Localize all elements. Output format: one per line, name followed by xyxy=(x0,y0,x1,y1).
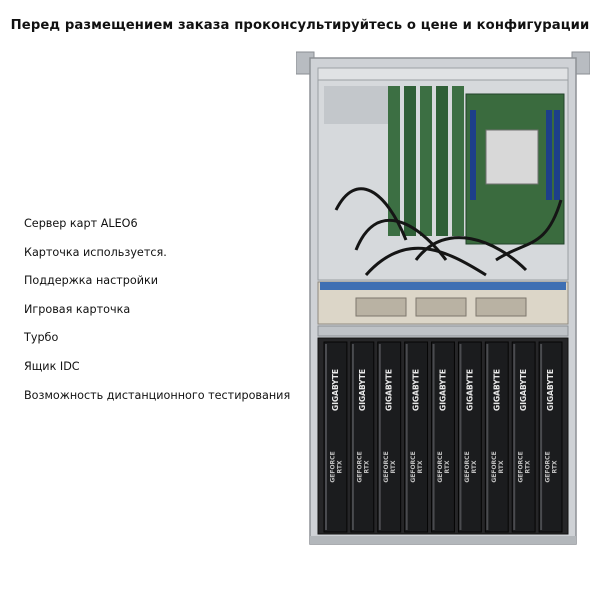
gpu-edge-highlight xyxy=(352,344,354,530)
gpu-edge-highlight xyxy=(433,344,435,530)
feature-item: Поддержка настройки xyxy=(24,274,159,288)
server-chassis-photo xyxy=(296,50,590,560)
feature-item: Сервер карт ALEO6 xyxy=(24,217,138,230)
gpu-edge-highlight xyxy=(406,344,408,530)
gpu-edge-highlight xyxy=(540,344,542,530)
gpu-model-label: RTX xyxy=(470,460,478,474)
gpu-model-label: GEFORCE xyxy=(463,451,471,483)
gpu-brand-label: GIGABYTE xyxy=(411,369,421,411)
gpu-card xyxy=(458,342,481,532)
gpu-card xyxy=(485,342,508,532)
gpu-model-label: RTX xyxy=(363,460,371,474)
cpu-heatsink xyxy=(486,130,538,184)
gpu-edge-highlight xyxy=(513,344,515,530)
feature-item: Турбо xyxy=(24,331,59,345)
gpu-edge-highlight xyxy=(379,344,381,530)
gpu-card xyxy=(405,342,428,532)
gpu-model-label: GEFORCE xyxy=(410,451,418,483)
gpu-card xyxy=(539,342,562,532)
gpu-brand-label: GIGABYTE xyxy=(492,369,502,411)
gpu-model-label: GEFORCE xyxy=(490,451,498,483)
gpu-model-label: RTX xyxy=(390,460,398,474)
gpu-model-label: GEFORCE xyxy=(544,451,552,483)
page-headline: Перед размещением заказа проконсультируйтесь о цене и конфигурации xyxy=(10,18,590,33)
feature-item: Ящик IDC xyxy=(24,359,80,373)
bracket-label-strip xyxy=(320,282,566,290)
gpu-brand-label: GIGABYTE xyxy=(384,369,394,411)
gpu-brand-label: GIGABYTE xyxy=(357,369,367,411)
gpu-model-label: GEFORCE xyxy=(383,451,391,483)
gpu-model-label: GEFORCE xyxy=(437,451,444,483)
gpu-model-label: RTX xyxy=(444,460,451,474)
gpu-card xyxy=(512,342,535,532)
gpu-model-label: GEFORCE xyxy=(517,451,525,483)
gpu-model-label: RTX xyxy=(417,460,425,474)
pcie-risers xyxy=(388,86,464,236)
power-connectors xyxy=(356,298,526,316)
gpu-card xyxy=(351,342,374,532)
gpu-edge-highlight xyxy=(459,344,461,530)
gpu-brand-label: GIGABYTE xyxy=(546,369,556,411)
gpu-array xyxy=(324,342,562,532)
server-chassis-illustration xyxy=(296,50,590,560)
gpu-model-label: RTX xyxy=(551,460,559,474)
gpu-edge-highlight xyxy=(486,344,488,530)
feature-list xyxy=(24,210,290,410)
gpu-model-label: RTX xyxy=(524,460,532,474)
vent-grid xyxy=(324,86,394,124)
gpu-card xyxy=(324,342,347,532)
gpu-card xyxy=(432,342,455,532)
gpu-model-label: GEFORCE xyxy=(329,451,337,483)
gpu-brand-label: GIGABYTE xyxy=(438,369,448,411)
gpu-model-label: RTX xyxy=(497,460,505,474)
gpu-brand-label: GIGABYTE xyxy=(330,369,340,411)
gpu-card xyxy=(378,342,401,532)
gpu-model-label: RTX xyxy=(336,460,344,474)
feature-item: Карточка используется. xyxy=(24,245,167,259)
feature-item: Возможность дистанционного тестирования xyxy=(24,388,291,402)
gpu-brand-label: GIGABYTE xyxy=(519,369,529,411)
gpu-brand-label: GIGABYTE xyxy=(465,369,475,411)
feature-item: Игровая карточка xyxy=(24,302,131,316)
chassis-bottom-ledge xyxy=(310,536,576,544)
gpu-model-label: GEFORCE xyxy=(356,451,364,483)
gpu-edge-highlight xyxy=(325,344,327,530)
divider-rail xyxy=(318,326,568,336)
top-vent-strip xyxy=(318,68,568,80)
